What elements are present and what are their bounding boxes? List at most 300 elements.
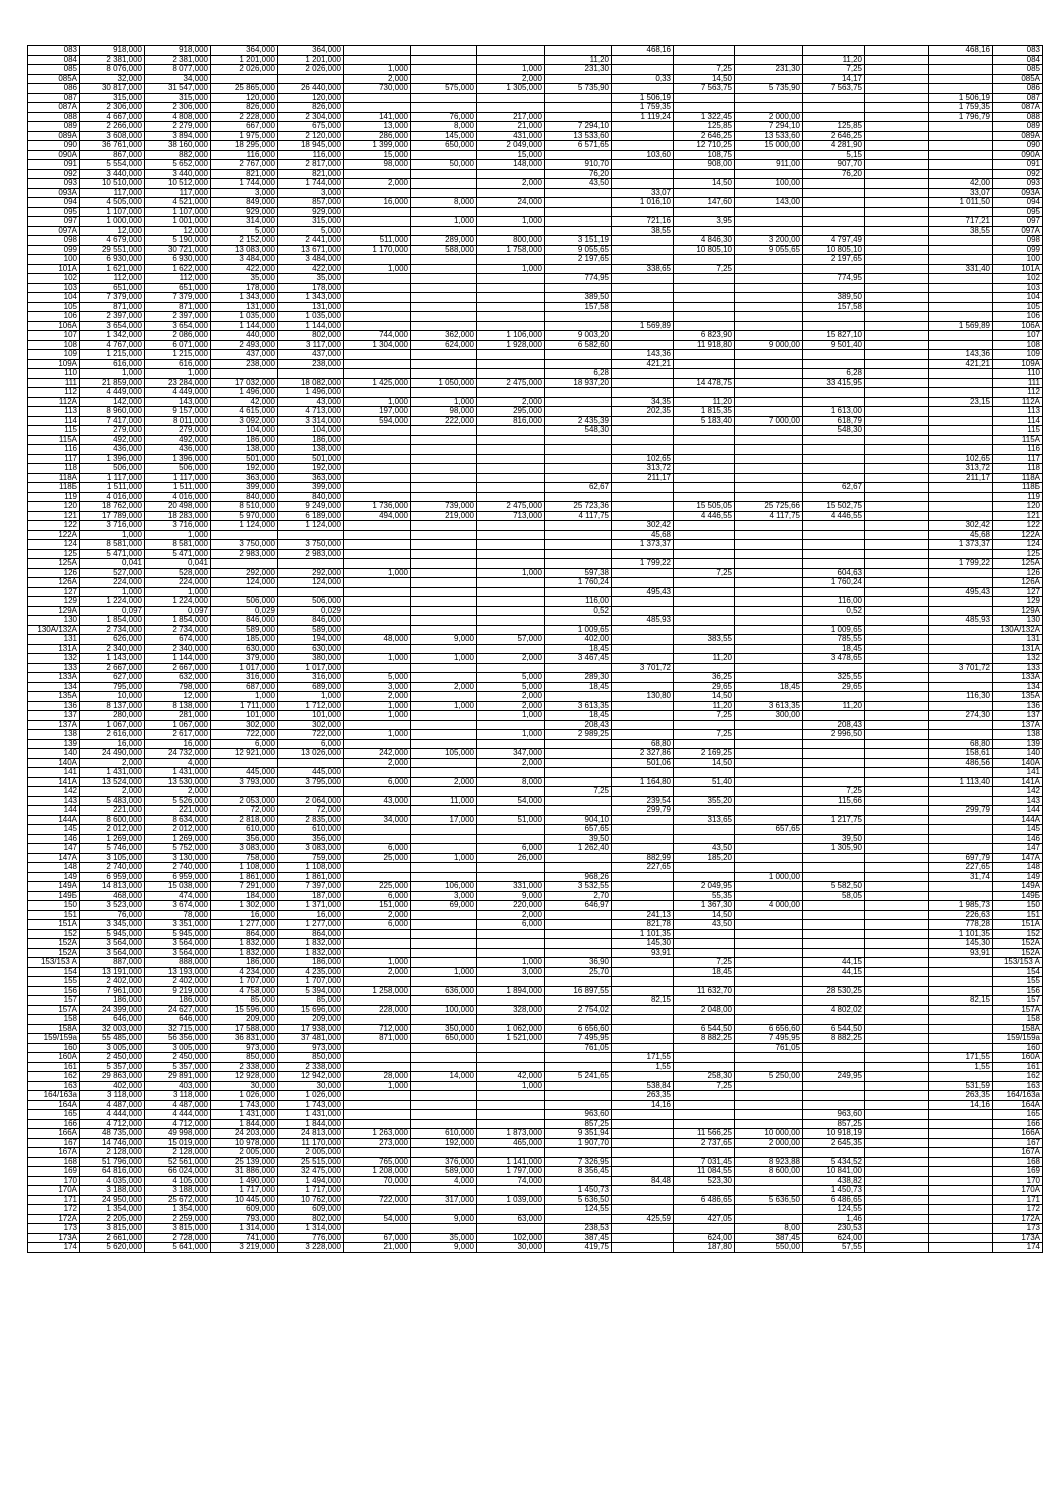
table-cell: 2,000	[344, 74, 411, 84]
table-cell: 511,000	[344, 236, 411, 246]
table-cell	[612, 1157, 674, 1167]
table-cell: 2 338,000	[278, 1062, 344, 1072]
table-cell: 0,041	[145, 559, 211, 569]
table-cell: 636,000	[411, 986, 477, 996]
row-code: 095	[28, 207, 80, 217]
table-cell	[865, 939, 929, 949]
table-cell: 3 467,45	[545, 654, 612, 664]
row-code-repeat: 172A	[993, 1214, 1043, 1224]
row-code-repeat: 172	[993, 1205, 1043, 1215]
row-code: 094	[28, 198, 80, 208]
table-cell: 774,95	[803, 274, 865, 284]
row-code: 158A	[28, 1024, 80, 1034]
table-cell: 289,000	[411, 236, 477, 246]
table-cell: 3 151,19	[545, 236, 612, 246]
table-cell: 908,00	[674, 160, 735, 170]
table-cell	[411, 549, 477, 559]
table-cell	[411, 834, 477, 844]
table-cell: 13 533,60	[735, 131, 803, 141]
row-code: 167A	[28, 1148, 80, 1158]
table-cell: 1 009,65	[803, 625, 865, 635]
table-cell	[803, 359, 865, 369]
table-cell	[674, 540, 735, 550]
table-cell: 5,15	[803, 150, 865, 160]
table-cell	[735, 302, 803, 312]
table-cell: 10 805,10	[674, 245, 735, 255]
table-cell	[735, 1053, 803, 1063]
row-code: 149Б	[28, 891, 80, 901]
table-row	[28, 1034, 1043, 1044]
table-cell: 630,000	[211, 644, 278, 654]
table-cell: 16,000	[80, 739, 145, 749]
table-row	[28, 483, 1043, 493]
table-cell	[477, 1119, 545, 1129]
row-code: 169	[28, 1167, 80, 1177]
table-cell: 3,000	[344, 682, 411, 692]
table-cell	[612, 1005, 674, 1015]
table-cell	[344, 93, 411, 103]
table-cell: 3 815,000	[145, 1224, 211, 1234]
table-cell: 2 012,000	[80, 825, 145, 835]
table-cell	[929, 1005, 993, 1015]
table-cell: 29,65	[803, 682, 865, 692]
table-row	[28, 321, 1043, 331]
table-cell: 5,000	[477, 682, 545, 692]
table-cell: 192,000	[411, 1138, 477, 1148]
table-cell	[411, 350, 477, 360]
table-cell	[344, 321, 411, 331]
table-cell	[344, 473, 411, 483]
table-cell: 3 314,000	[278, 416, 344, 426]
row-code: 097	[28, 217, 80, 227]
table-cell	[865, 369, 929, 379]
row-code-repeat: 122A	[993, 530, 1043, 540]
table-cell: 43,000	[278, 397, 344, 407]
table-cell	[545, 1053, 612, 1063]
table-cell: 929,000	[278, 207, 344, 217]
table-cell	[612, 1148, 674, 1158]
row-code: 100	[28, 255, 80, 265]
table-cell: 3 532,55	[545, 882, 612, 892]
table-cell: 15 696,000	[278, 1005, 344, 1015]
table-cell	[735, 777, 803, 787]
table-cell: 25 139,000	[211, 1157, 278, 1167]
table-cell: 51,40	[674, 777, 735, 787]
table-cell: 1 277,000	[278, 920, 344, 930]
table-row	[28, 1100, 1043, 1110]
table-cell	[612, 1195, 674, 1205]
table-cell	[674, 559, 735, 569]
table-cell	[803, 454, 865, 464]
table-cell: 14,17	[803, 74, 865, 84]
table-cell: 11 632,70	[674, 986, 735, 996]
table-cell: 93,91	[612, 948, 674, 958]
table-cell: 440,000	[211, 331, 278, 341]
row-code-repeat: 087	[993, 93, 1043, 103]
row-code-repeat: 173A	[993, 1233, 1043, 1243]
table-cell	[803, 1091, 865, 1101]
row-code-repeat: 112	[993, 388, 1043, 398]
table-cell: 347,000	[477, 749, 545, 759]
table-cell	[278, 787, 344, 797]
table-row	[28, 1005, 1043, 1015]
row-code-repeat: 120	[993, 502, 1043, 512]
table-cell: 7 563,75	[674, 84, 735, 94]
table-cell: 402,00	[545, 635, 612, 645]
table-cell: 8,00	[735, 1224, 803, 1234]
table-cell: 44,15	[803, 958, 865, 968]
table-cell: 8 510,000	[211, 502, 278, 512]
row-code-repeat: 115A	[993, 435, 1043, 445]
table-cell	[929, 207, 993, 217]
table-cell	[477, 530, 545, 540]
table-cell: 67,000	[344, 1233, 411, 1243]
table-cell: 3 674,000	[145, 901, 211, 911]
table-cell	[929, 378, 993, 388]
row-code-repeat: 119	[993, 492, 1043, 502]
table-cell	[735, 730, 803, 740]
table-cell	[545, 758, 612, 768]
table-cell	[411, 454, 477, 464]
table-cell: 887,000	[80, 958, 145, 968]
table-cell	[545, 312, 612, 322]
table-cell: 7 326,95	[545, 1157, 612, 1167]
table-cell: 403,000	[145, 1081, 211, 1091]
table-cell: 610,000	[211, 825, 278, 835]
table-row	[28, 663, 1043, 673]
table-cell	[545, 977, 612, 987]
table-cell	[612, 1186, 674, 1196]
table-cell: 292,000	[278, 568, 344, 578]
table-cell: 2 306,000	[145, 103, 211, 113]
row-code: 150	[28, 901, 80, 911]
table-cell: 1,000	[411, 701, 477, 711]
table-cell	[411, 1148, 477, 1158]
table-cell: 24 203,000	[211, 1129, 278, 1139]
table-cell	[612, 445, 674, 455]
table-cell: 1 009,65	[545, 625, 612, 635]
table-cell	[865, 806, 929, 816]
table-cell: 18 295,000	[211, 141, 278, 151]
table-cell: 2 279,000	[145, 122, 211, 132]
table-row	[28, 625, 1043, 635]
table-cell	[344, 483, 411, 493]
table-cell: 474,000	[145, 891, 211, 901]
table-cell	[411, 711, 477, 721]
row-code-repeat: 132	[993, 654, 1043, 664]
table-cell	[735, 587, 803, 597]
table-cell	[612, 654, 674, 664]
table-row	[28, 853, 1043, 863]
row-code-repeat: 112A	[993, 397, 1043, 407]
table-cell: 2 397,000	[145, 312, 211, 322]
table-cell: 597,38	[545, 568, 612, 578]
table-row	[28, 521, 1043, 531]
table-cell	[674, 1053, 735, 1063]
table-cell	[865, 625, 929, 635]
table-cell: 3 654,000	[145, 321, 211, 331]
table-cell: 778,28	[929, 920, 993, 930]
table-cell: 8 581,000	[80, 540, 145, 550]
table-cell	[735, 549, 803, 559]
table-cell: 468,16	[612, 46, 674, 56]
table-cell	[674, 625, 735, 635]
table-cell: 387,45	[545, 1233, 612, 1243]
table-cell	[612, 1043, 674, 1053]
table-cell: 2 000,00	[735, 112, 803, 122]
row-code: 106	[28, 312, 80, 322]
table-cell	[803, 1053, 865, 1063]
table-cell	[674, 1205, 735, 1215]
table-cell: 712,000	[344, 1024, 411, 1034]
row-code-repeat: 135A	[993, 692, 1043, 702]
table-cell: 0,041	[80, 559, 145, 569]
table-cell	[735, 435, 803, 445]
table-cell	[674, 388, 735, 398]
table-cell: 2,000	[344, 910, 411, 920]
row-code: 132	[28, 654, 80, 664]
table-cell: 774,95	[545, 274, 612, 284]
table-cell: 4 105,000	[145, 1176, 211, 1186]
row-code: 085A	[28, 74, 80, 84]
table-cell: 55 485,000	[80, 1034, 145, 1044]
table-cell: 840,000	[278, 492, 344, 502]
row-code: 089A	[28, 131, 80, 141]
table-cell: 45,68	[929, 530, 993, 540]
table-cell: 7 495,95	[735, 1034, 803, 1044]
table-cell	[545, 454, 612, 464]
row-code: 140	[28, 749, 80, 759]
table-row	[28, 1138, 1043, 1148]
table-row	[28, 1243, 1043, 1253]
table-cell	[735, 1176, 803, 1186]
table-cell: 11 084,55	[674, 1167, 735, 1177]
table-cell	[612, 1138, 674, 1148]
table-cell: 1 832,000	[211, 939, 278, 949]
table-cell	[735, 673, 803, 683]
table-cell	[865, 236, 929, 246]
table-cell: 468,000	[80, 891, 145, 901]
table-row	[28, 369, 1043, 379]
table-cell	[865, 141, 929, 151]
table-cell: 2 835,000	[278, 815, 344, 825]
table-cell	[612, 1233, 674, 1243]
table-cell	[865, 749, 929, 759]
table-cell	[344, 1100, 411, 1110]
table-cell	[477, 739, 545, 749]
table-cell: 6 571,65	[545, 141, 612, 151]
table-cell: 425,59	[612, 1214, 674, 1224]
table-cell: 758,000	[211, 853, 278, 863]
table-cell: 14,50	[674, 758, 735, 768]
table-cell: 1 506,19	[929, 93, 993, 103]
table-cell	[865, 834, 929, 844]
row-code: 142	[28, 787, 80, 797]
table-cell: 112,000	[145, 274, 211, 284]
table-cell	[344, 350, 411, 360]
table-row	[28, 84, 1043, 94]
table-cell	[612, 549, 674, 559]
table-cell	[545, 948, 612, 958]
table-cell	[612, 578, 674, 588]
table-cell	[865, 948, 929, 958]
table-cell	[674, 1100, 735, 1110]
table-cell: 2 228,000	[211, 112, 278, 122]
table-cell: 632,000	[145, 673, 211, 683]
table-cell: 143,36	[612, 350, 674, 360]
table-cell	[612, 967, 674, 977]
table-cell: 438,82	[803, 1176, 865, 1186]
table-cell	[803, 198, 865, 208]
table-cell: 5 582,50	[803, 882, 865, 892]
table-row	[28, 654, 1043, 664]
table-row	[28, 825, 1043, 835]
table-cell: 192,000	[278, 464, 344, 474]
table-cell: 16 897,55	[545, 986, 612, 996]
table-cell	[929, 483, 993, 493]
table-cell: 1 026,000	[278, 1091, 344, 1101]
table-cell	[344, 435, 411, 445]
table-cell: 4 235,000	[278, 967, 344, 977]
row-code: 131A	[28, 644, 80, 654]
table-cell: 6,000	[344, 891, 411, 901]
table-row	[28, 331, 1043, 341]
row-code: 152	[28, 929, 80, 939]
table-cell: 9 055,65	[545, 245, 612, 255]
table-cell: 6,000	[344, 920, 411, 930]
table-cell: 25 725,66	[735, 502, 803, 512]
table-cell: 1 496,000	[211, 388, 278, 398]
table-cell	[411, 597, 477, 607]
table-cell: 35,000	[411, 1233, 477, 1243]
table-cell	[344, 1110, 411, 1120]
table-cell: 18 945,000	[278, 141, 344, 151]
table-cell: 5,000	[477, 673, 545, 683]
table-cell	[674, 597, 735, 607]
table-cell	[411, 844, 477, 854]
row-code-repeat: 118	[993, 464, 1043, 474]
table-cell	[344, 948, 411, 958]
table-cell: 821,78	[612, 920, 674, 930]
table-cell	[612, 312, 674, 322]
table-cell: 5 554,000	[80, 160, 145, 170]
table-cell	[735, 806, 803, 816]
table-cell: 0,029	[278, 606, 344, 616]
table-cell: 3 523,000	[80, 901, 145, 911]
table-cell	[865, 454, 929, 464]
table-cell: 2 667,000	[80, 663, 145, 673]
table-cell	[865, 1224, 929, 1234]
table-cell	[477, 293, 545, 303]
table-cell: 1 201,000	[211, 55, 278, 65]
row-code: 130	[28, 616, 80, 626]
row-code: 149	[28, 872, 80, 882]
table-cell: 495,43	[612, 587, 674, 597]
table-cell	[612, 388, 674, 398]
table-cell: 14 813,000	[80, 882, 145, 892]
table-cell	[612, 986, 674, 996]
table-cell	[865, 112, 929, 122]
table-cell: 1 107,000	[80, 207, 145, 217]
table-cell: 3 716,000	[80, 521, 145, 531]
table-cell: 1,000	[477, 730, 545, 740]
table-cell	[545, 616, 612, 626]
table-cell: 1 521,000	[477, 1034, 545, 1044]
row-code-repeat: 117	[993, 454, 1043, 464]
table-row	[28, 587, 1043, 597]
table-cell	[803, 1100, 865, 1110]
table-cell: 5 526,000	[145, 796, 211, 806]
table-cell: 263,35	[929, 1091, 993, 1101]
table-cell	[929, 787, 993, 797]
table-cell: 1 711,000	[211, 701, 278, 711]
table-cell	[865, 844, 929, 854]
table-cell: 16,000	[211, 910, 278, 920]
table-row	[28, 312, 1043, 322]
table-cell: 14,16	[929, 1100, 993, 1110]
table-cell: 795,000	[80, 682, 145, 692]
table-cell	[344, 644, 411, 654]
row-code: 112A	[28, 397, 80, 407]
row-code: 141A	[28, 777, 80, 787]
table-cell	[411, 435, 477, 445]
row-code-repeat: 090	[993, 141, 1043, 151]
table-cell: 2 661,000	[80, 1233, 145, 1243]
table-cell: 1 511,000	[80, 483, 145, 493]
table-cell: 1 141,000	[477, 1157, 545, 1167]
table-cell	[344, 549, 411, 559]
table-cell	[411, 663, 477, 673]
table-cell	[674, 454, 735, 464]
row-code-repeat: 161	[993, 1062, 1043, 1072]
table-cell: 1,000	[411, 967, 477, 977]
table-cell	[929, 891, 993, 901]
table-cell: 98,000	[344, 160, 411, 170]
table-cell	[411, 302, 477, 312]
table-cell: 125,85	[803, 122, 865, 132]
table-cell: 2 475,000	[477, 502, 545, 512]
table-cell	[865, 302, 929, 312]
row-code-repeat: 116	[993, 445, 1043, 455]
table-cell: 13,000	[344, 122, 411, 132]
table-cell	[545, 46, 612, 56]
table-cell	[929, 654, 993, 664]
table-cell	[735, 1205, 803, 1215]
table-cell: 437,000	[211, 350, 278, 360]
row-code: 085	[28, 65, 80, 75]
table-cell	[929, 673, 993, 683]
table-cell: 4 117,75	[545, 511, 612, 521]
table-cell: 17 938,000	[278, 1024, 344, 1034]
table-cell: 2,000	[411, 682, 477, 692]
table-cell: 882,99	[612, 853, 674, 863]
table-cell	[477, 1186, 545, 1196]
table-cell	[803, 473, 865, 483]
row-code: 102	[28, 274, 80, 284]
table-cell: 1 431,000	[80, 768, 145, 778]
table-cell: 1 001,000	[145, 217, 211, 227]
table-cell	[211, 758, 278, 768]
table-cell	[865, 217, 929, 227]
table-cell: 427,05	[674, 1214, 735, 1224]
table-cell	[803, 758, 865, 768]
table-cell: 857,000	[278, 198, 344, 208]
table-cell	[865, 150, 929, 160]
table-cell	[477, 863, 545, 873]
table-cell: 399,000	[211, 483, 278, 493]
table-cell: 5 434,52	[803, 1157, 865, 1167]
row-code: 118Б	[28, 483, 80, 493]
